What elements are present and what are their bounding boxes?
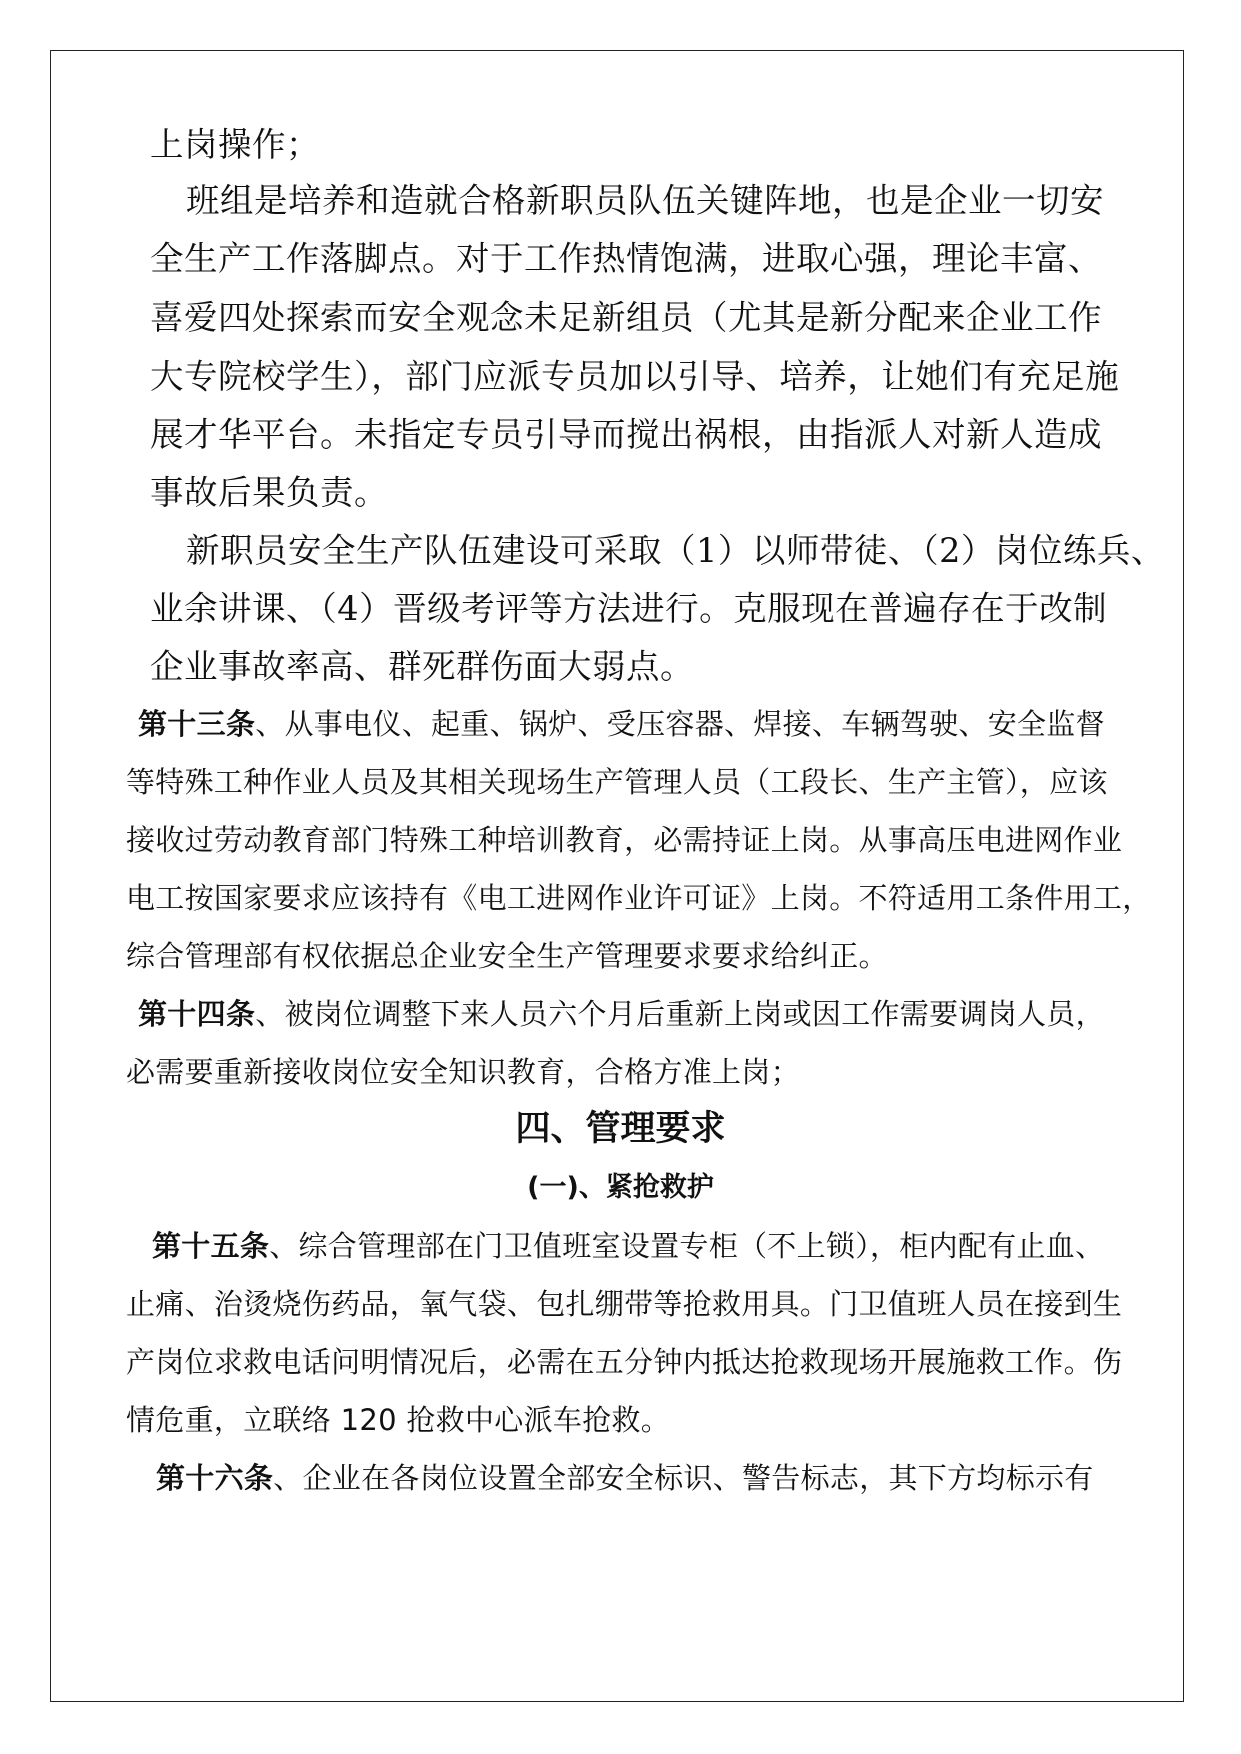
text-line: 班组是培养和造就合格新职员队伍关键阵地，也是企业一切安 xyxy=(186,181,1104,220)
section-title: 四、管理要求 xyxy=(515,1109,726,1149)
text-line: 电工按国家要求应该持有《电工进网作业许可证》上岗。不符适用工条件用工， xyxy=(126,881,1152,915)
article-14-line xyxy=(138,997,1105,1031)
article-16-text: 、企业在各岗位设置全部安全标识、警告标志，其下方均标示有 xyxy=(273,1461,1094,1495)
text-line: 喜爱四处探索而安全观念未足新组员（尤其是新分配来企业工作 xyxy=(150,298,1102,337)
text-line: 止痛、治烫烧伤药品，氧气袋、包扎绷带等抢救用具。门卫值班人员在接到生 xyxy=(126,1287,1123,1321)
article-16-label: 第十六条 xyxy=(156,1461,274,1495)
article-15-line xyxy=(152,1229,1105,1263)
article-14-label: 第十四条 xyxy=(138,997,256,1031)
text-line: 必需要重新接收岗位安全知识教育，合格方准上岗； xyxy=(126,1055,800,1089)
text-line: 接收过劳动教育部门特殊工种培训教育，必需持证上岗。从事高压电进网作业 xyxy=(126,823,1123,857)
text-line: 情危重，立联络 120 抢救中心派车抢救。 xyxy=(126,1403,671,1437)
article-14-text: 、被岗位调整下来人员六个月后重新上岗或因工作需要调岗人员， xyxy=(255,997,1105,1031)
article-15-label: 第十五条 xyxy=(152,1229,270,1263)
article-15-text: 、综合管理部在门卫值班室设置专柜（不上锁），柜内配有止血、 xyxy=(269,1229,1105,1263)
text-line: 等特殊工种作业人员及其相关现场生产管理人员（工段长、生产主管），应该 xyxy=(126,765,1108,799)
text-line: 事故后果负责。 xyxy=(150,473,388,512)
subsection-title: (一)、紧抢救护 xyxy=(527,1172,714,1203)
article-13-line xyxy=(138,707,1105,741)
text-line: 全生产工作落脚点。对于工作热情饱满，进取心强，理论丰富、 xyxy=(150,239,1102,278)
text-line: 展才华平台。未指定专员引导而搅出祸根，由指派人对新人造成 xyxy=(150,415,1102,454)
article-16-line xyxy=(156,1461,1094,1495)
text-line: 企业事故率高、群死群伤面大弱点。 xyxy=(150,647,694,686)
text-line: 业余讲课、（4）晋级考评等方法进行。克服现在普遍存在于改制 xyxy=(150,589,1108,628)
text-line: 大专院校学生），部门应派专员加以引导、培养，让她们有充足施 xyxy=(150,357,1120,396)
text-line: 上岗操作； xyxy=(150,125,320,164)
text-line: 综合管理部有权依据总企业安全生产管理要求要求给纠正。 xyxy=(126,939,888,973)
article-13-label: 第十三条 xyxy=(138,707,256,741)
text-line: 产岗位求救电话问明情况后，必需在五分钟内抵达抢救现场开展施救工作。伤 xyxy=(126,1345,1123,1379)
text-line: 新职员安全生产队伍建设可采取（1）以师带徒、（2）岗位练兵、 xyxy=(186,531,1165,570)
article-13-text: 、从事电仪、起重、锅炉、受压容器、焊接、车辆驾驶、安全监督 xyxy=(255,707,1105,741)
